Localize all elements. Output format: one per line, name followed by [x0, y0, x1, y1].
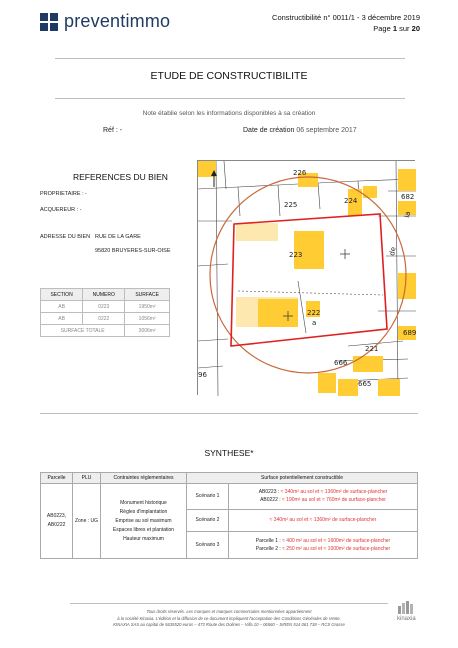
creation-date	[243, 127, 357, 134]
map-label: 222	[307, 309, 321, 317]
building	[338, 379, 358, 396]
cell-surface: 1950m²	[125, 301, 170, 313]
table-total-row	[41, 325, 170, 337]
synthesis-heading: SYNTHESE*	[204, 448, 254, 458]
scenario-line: ≈ 340m² au sol et ≈ 1360m² de surface-plancher	[269, 517, 377, 524]
map-label: la	[403, 210, 413, 219]
map-label: 221	[365, 345, 379, 353]
cadastral-map[interactable]	[197, 160, 415, 395]
divider	[70, 603, 388, 604]
divider	[40, 413, 418, 414]
column-header: NUMERO	[83, 289, 125, 301]
constraint-item: Hauteur maximum	[123, 535, 164, 542]
table-row	[41, 313, 170, 325]
column-header: SURFACE	[125, 289, 170, 301]
owner-field: PROPRIETAIRE : -	[40, 191, 87, 197]
map-label: 682	[401, 193, 415, 201]
map-label: 665	[358, 380, 372, 388]
cell-section: AB	[41, 301, 83, 313]
building	[318, 373, 336, 393]
map-label: 223	[289, 251, 303, 259]
references-heading: REFERENCES DU BIEN	[73, 172, 168, 182]
footer-line: KINAXIA SAS au capital de 5635520 euros – 473 Route des Dolines – Villa 10 – 06560 – SIREN 514 061 738 – RCS Grasse	[113, 622, 345, 627]
document-ref: Constructibilité n° 0011/1 - 3 décembre 2019	[272, 13, 420, 22]
map-label: 226	[293, 169, 307, 177]
divider	[55, 98, 405, 99]
table-row	[41, 301, 170, 313]
table-header-row	[41, 289, 170, 301]
map-label: a	[312, 319, 317, 327]
buyer-field: ACQUEREUR : -	[40, 207, 82, 213]
parcel-table	[40, 288, 170, 337]
cell-scenario-name: Scénario 1	[187, 484, 229, 510]
column-header: PLU	[73, 473, 101, 484]
page-title: ETUDE DE CONSTRUCTIBILITE	[150, 70, 308, 82]
map-label: 689	[403, 329, 417, 337]
cell-scenario-result	[229, 532, 418, 559]
building	[398, 273, 416, 299]
building	[378, 379, 400, 396]
constraint-item: Emprise au sol maximum	[115, 517, 172, 524]
synthesis-table	[40, 472, 418, 559]
total-value: 3006m²	[125, 325, 170, 337]
scenario-line: AB0223 : ≈ 340m² au sol et ≈ 1360m² de surface-plancher	[258, 489, 388, 496]
page-indicator: Page 1 sur 20	[373, 24, 420, 33]
building	[398, 169, 416, 191]
kinaxia-brand: kinaxia	[397, 616, 416, 622]
column-header: SECTION	[41, 289, 83, 301]
column-header: Surface potentiellement constructible	[187, 473, 418, 484]
footer-line: à la société Kinaxia. L'édition et la diffusion de ce document impliquent l'acceptation des Conditions Générales de Vente.	[117, 615, 341, 621]
building	[236, 223, 278, 241]
table-header-row	[41, 473, 418, 484]
building	[258, 299, 298, 327]
scenario-line: Parcelle 1 : ≈ 400 m² au sol et ≈ 1600m² de surface-plancher	[255, 538, 391, 545]
map-label: 225	[284, 201, 298, 209]
address-label: ADRESSE DU BIEN	[40, 234, 91, 240]
cell-scenario-result	[229, 509, 418, 532]
footer-line: Tous droits réservés. Les marques et marques commerciales mentionnées appartiennent	[146, 609, 312, 614]
constraint-item: Monument historique	[120, 499, 167, 506]
map-svg	[198, 161, 416, 396]
cell-surface: 1056m²	[125, 313, 170, 325]
building	[353, 356, 383, 372]
cell-scenario-result	[229, 484, 418, 510]
address-line-1: RUE DE LA GARE	[95, 234, 141, 240]
creation-note: Note établie selon les informations disponibles à sa création	[142, 110, 316, 117]
creation-date-value: 06 septembre 2017	[296, 127, 357, 134]
scenario-line: AB0222 : ≈ 190m² au sol et ≈ 760m² de surface-plancher	[260, 497, 386, 504]
column-header: Parcelle	[41, 473, 73, 484]
cell-section: AB	[41, 313, 83, 325]
brand-name: preventimmo	[64, 11, 171, 31]
brand-logo-icon	[40, 13, 58, 31]
cell-scenario-name: Scénario 3	[187, 532, 229, 559]
cell-plu: Zone : UG	[73, 484, 101, 559]
map-label: 96	[198, 371, 207, 379]
constraint-item: Règles d'implantation	[119, 508, 168, 515]
document-header-ref	[272, 12, 420, 34]
column-header: Contraintes réglementaires	[101, 473, 187, 484]
map-label: 224	[344, 197, 358, 205]
cell-numero: 0223	[83, 301, 125, 313]
map-label: 666	[334, 359, 348, 367]
address-line-2: 95820 BRUYERES-SUR-OISE	[95, 248, 171, 254]
map-label: de	[388, 246, 398, 257]
constraint-item: Espaces libres et plantation	[112, 526, 175, 533]
total-label: SURFACE TOTALE	[41, 325, 125, 337]
scenario-line: Parcelle 2 : ≈ 250 m² au sol et ≈ 1000m² de surface-plancher	[255, 546, 391, 553]
cell-parcelle: AB0223, AB0222	[41, 484, 73, 559]
cell-numero: 0222	[83, 313, 125, 325]
reference-label: Réf : -	[103, 127, 123, 134]
table-row	[41, 484, 418, 510]
building	[294, 231, 324, 269]
cell-contraintes	[101, 484, 187, 559]
divider	[55, 58, 405, 59]
creation-date-label: Date de création	[243, 127, 295, 134]
building	[363, 186, 377, 198]
cell-scenario-name: Scénario 2	[187, 509, 229, 532]
kinaxia-logo-icon	[397, 600, 417, 614]
footer-legal	[0, 609, 458, 629]
